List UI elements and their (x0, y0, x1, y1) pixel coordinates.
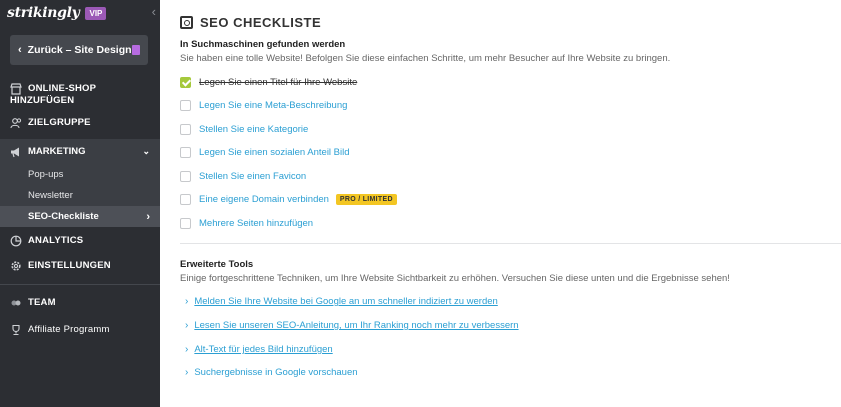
sidebar-item-analytics-label: ANALYTICS (28, 235, 84, 246)
checkbox[interactable] (180, 147, 191, 158)
section-title-erweiterte-tools: Erweiterte Tools (180, 259, 254, 270)
sidebar-item-team-label: TEAM (28, 297, 56, 308)
checklist-item-label: Legen Sie einen Titel für Ihre Website (199, 77, 358, 88)
tool-link-google-submit[interactable]: Melden Sie Ihre Website bei Google an um schneller indiziert zu werden (194, 296, 498, 307)
checkbox[interactable] (180, 171, 191, 182)
checklist-item[interactable] (180, 124, 308, 135)
checklist-item-link[interactable]: Eine eigene Domain verbinden (199, 194, 329, 205)
online-shop-line2: HINZUFÜGEN (10, 95, 75, 106)
section-title-suchmaschinen: In Suchmaschinen gefunden werden (180, 39, 346, 50)
checklist-item-link[interactable]: Mehrere Seiten hinzufügen (199, 218, 314, 229)
pro-limited-badge: PRO / LIMITED (336, 194, 397, 205)
tool-link-google-preview[interactable]: Suchergebnisse in Google vorschauen (194, 367, 358, 378)
sidebar-item-marketing[interactable] (0, 139, 160, 164)
chevron-right-icon: › (185, 344, 189, 355)
chevron-right-icon: › (185, 367, 189, 378)
sidebar-item-online-shop-label (10, 83, 97, 107)
page-header (180, 15, 321, 30)
online-shop-line1: ONLINE-SHOP (28, 83, 97, 94)
checkbox[interactable] (180, 100, 191, 111)
sidebar (0, 0, 160, 407)
sidebar-divider (0, 284, 160, 285)
checklist-item-link[interactable]: Legen Sie einen sozialen Anteil Bild (199, 147, 350, 158)
checkbox[interactable] (180, 194, 191, 205)
vip-badge: VIP (85, 7, 106, 20)
newsletter-label: Newsletter (28, 190, 73, 201)
tool-link-alt-text[interactable]: Alt-Text für jedes Bild hinzufügen (194, 344, 333, 355)
sidebar-item-seo-checkliste[interactable] (0, 206, 160, 227)
tool-item[interactable] (185, 344, 333, 355)
sidebar-item-marketing-label: MARKETING (28, 146, 86, 157)
chevron-right-icon: › (146, 210, 150, 223)
checkbox[interactable] (180, 124, 191, 135)
back-button-label: Zurück – Site Design (27, 44, 132, 56)
checklist-item-link[interactable]: Stellen Sie eine Kategorie (199, 124, 309, 135)
sidebar-item-zielgruppe[interactable] (0, 113, 160, 133)
megaphone-icon (10, 146, 22, 158)
checklist-item-link[interactable]: Legen Sie eine Meta-Beschreibung (199, 100, 348, 111)
collapse-sidebar-icon[interactable]: ‹ (151, 4, 156, 19)
sidebar-item-team[interactable] (0, 293, 160, 313)
chevron-right-icon: › (185, 320, 189, 331)
chevron-down-icon: ⌄ (142, 146, 150, 156)
tool-item[interactable] (185, 320, 519, 331)
seo-checkliste-label: SEO-Checkliste (28, 211, 99, 222)
section-description-suchmaschinen: Sie haben eine tolle Website! Befolgen Sie diese einfachen Schritte, um mehr Besucher auf Ihre Website zu bringen. (180, 53, 671, 64)
checklist-item-link[interactable]: Stellen Sie einen Favicon (199, 171, 307, 182)
team-icon (10, 297, 22, 309)
section-divider (180, 243, 841, 244)
sidebar-header (0, 0, 160, 26)
checklist-item[interactable] (180, 77, 357, 88)
checklist-item[interactable] (180, 194, 397, 205)
chevron-left-icon: ‹ (18, 44, 22, 56)
gear-icon (10, 260, 22, 272)
sidebar-item-zielgruppe-label: ZIELGRUPPE (28, 117, 91, 128)
checkbox-checked[interactable] (180, 77, 191, 88)
section-description-erweiterte-tools: Einige fortgeschrittene Techniken, um Ihre Website Sichtbarkeit zu erhöhen. Versuchen Sie diese unten und die Ergebnisse sehen! (180, 273, 730, 284)
checkbox[interactable] (180, 218, 191, 229)
checklist-item[interactable] (180, 100, 347, 111)
sidebar-item-einstellungen[interactable] (0, 256, 160, 276)
main-content (160, 0, 841, 407)
strikingly-logo[interactable]: strikingly (7, 5, 80, 21)
page-title: SEO CHECKLISTE (200, 15, 322, 30)
trophy-icon (10, 324, 22, 336)
search-document-icon (180, 16, 193, 29)
checklist-item[interactable] (180, 218, 313, 229)
sidebar-item-newsletter[interactable] (0, 185, 160, 206)
sidebar-item-affiliate-label: Affiliate Programm (28, 324, 110, 335)
tool-item[interactable] (185, 367, 358, 378)
users-icon (10, 117, 22, 129)
sidebar-item-affiliate[interactable] (0, 320, 160, 340)
checklist-item[interactable] (180, 171, 306, 182)
popups-label: Pop-ups (28, 169, 64, 180)
chevron-right-icon: › (185, 296, 189, 307)
book-icon (132, 45, 140, 55)
sidebar-item-einstellungen-label: EINSTELLUNGEN (28, 260, 111, 271)
sidebar-item-online-shop[interactable] (0, 78, 160, 111)
sidebar-item-analytics[interactable] (0, 231, 160, 251)
back-to-site-design-button[interactable] (10, 35, 148, 65)
tool-link-seo-guide[interactable]: Lesen Sie unseren SEO-Anleitung, um Ihr Ranking noch mehr zu verbessern (194, 320, 519, 331)
tool-item[interactable] (185, 296, 498, 307)
sidebar-item-popups[interactable] (0, 164, 160, 185)
marketing-section (0, 139, 160, 227)
pie-chart-icon (10, 235, 22, 247)
store-icon (10, 83, 22, 95)
checklist-item[interactable] (180, 147, 350, 158)
sidebar-nav (0, 78, 160, 340)
